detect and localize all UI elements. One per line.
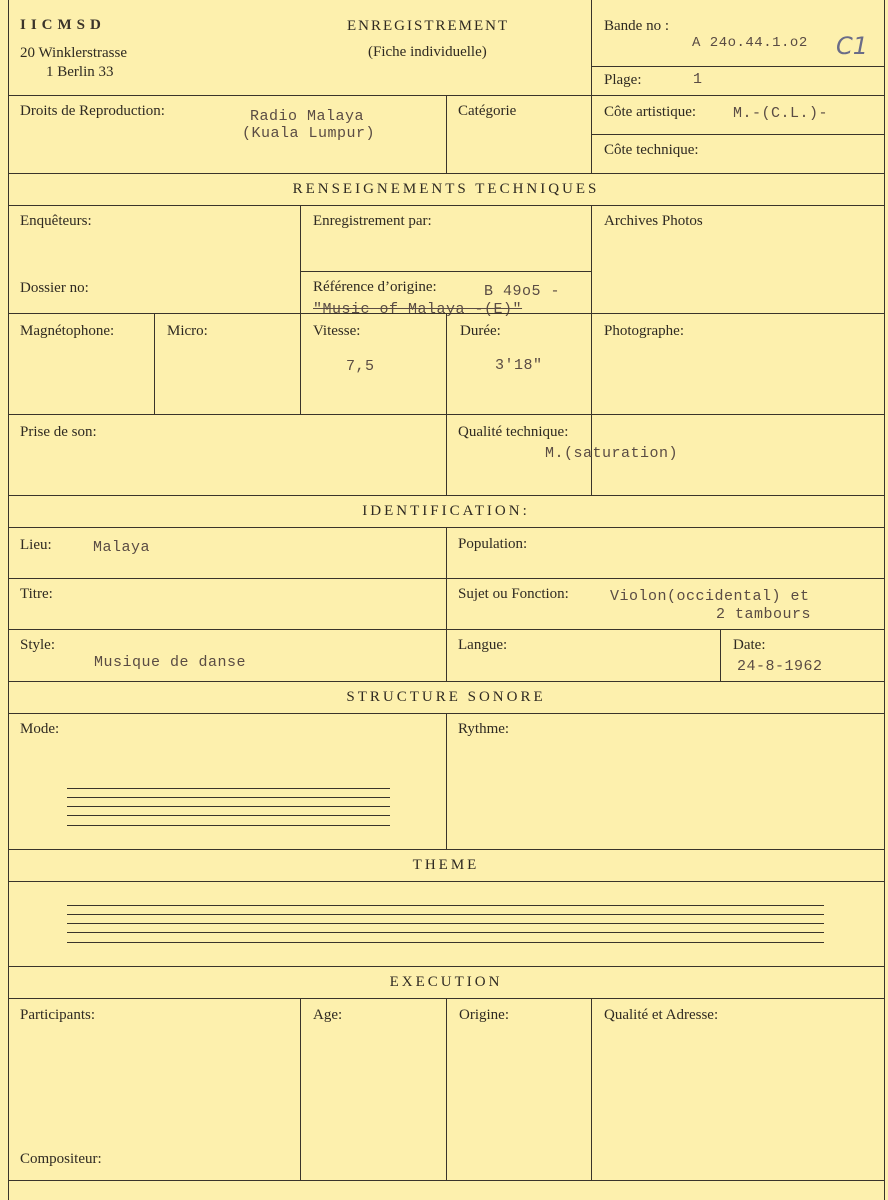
- sujet-value-line2: 2 tambours: [716, 606, 812, 623]
- section-title-structure: STRUCTURE SONORE: [346, 689, 546, 705]
- theme-staff-line: [67, 932, 824, 933]
- card-bottom-rule: [8, 1180, 884, 1181]
- micro-divider: [154, 313, 155, 415]
- origine-divider: [446, 998, 447, 1180]
- border-left: [8, 0, 9, 1200]
- section-title-execution: EXECUTION: [389, 974, 503, 990]
- prise-de-son-label: Prise de son:: [20, 424, 97, 440]
- dossier-label: Dossier no:: [20, 280, 89, 296]
- reference-top-rule: [300, 271, 591, 272]
- reference-value-line2: "Music of Malaya -(E)": [313, 301, 523, 318]
- cote-artistique-value: M.-(C.L.)-: [733, 105, 829, 122]
- theme-title-rule: [8, 881, 884, 882]
- rythme-label: Rythme:: [458, 721, 510, 737]
- date-value: 24-8-1962: [737, 658, 823, 675]
- address-line1: 20 Winklerstrasse: [20, 45, 128, 61]
- sujet-label: Sujet ou Fonction:: [458, 586, 569, 602]
- participants-label: Participants:: [20, 1007, 95, 1023]
- date-divider: [720, 629, 721, 681]
- age-label: Age:: [313, 1007, 343, 1023]
- lieu-value: Malaya: [93, 539, 151, 556]
- border-right: [884, 0, 885, 1200]
- mode-staff-line: [67, 825, 390, 826]
- duree-value: 3'18": [495, 357, 543, 374]
- sujet-value-line1: Violon(occidental) et: [610, 588, 810, 605]
- langue-label: Langue:: [458, 637, 508, 653]
- qualite-divider: [591, 998, 592, 1180]
- theme-staff-line: [67, 914, 824, 915]
- theme-staff-line: [67, 942, 824, 943]
- mode-staff-line: [67, 806, 390, 807]
- qualite-technique-label: Qualité technique:: [458, 424, 569, 440]
- theme-staff-line: [67, 905, 824, 906]
- titre-label: Titre:: [20, 586, 53, 602]
- qualite-technique-value: M.(saturation): [545, 445, 679, 462]
- mode-staff-line: [67, 815, 390, 816]
- style-top-rule: [8, 629, 884, 630]
- bande-handwritten: C1: [836, 32, 869, 60]
- style-label: Style:: [20, 637, 56, 653]
- address-line2: 1 Berlin 33: [46, 64, 114, 80]
- categorie-divider: [446, 95, 447, 173]
- reference-value: B 49o5 -: [484, 283, 561, 300]
- section-title-identification: IDENTIFICATION:: [362, 503, 530, 519]
- rights-bottom-rule: [8, 173, 884, 174]
- duree-label: Durée:: [460, 323, 501, 339]
- bande-label: Bande no :: [604, 18, 669, 34]
- vitesse-value: 7,5: [346, 358, 375, 375]
- reference-label: Référence d’origine:: [313, 279, 437, 295]
- theme-bottom-rule: [8, 966, 884, 967]
- photographe-label: Photographe:: [604, 323, 684, 339]
- form-subtitle: (Fiche individuelle): [368, 44, 487, 60]
- plage-label: Plage:: [604, 72, 642, 88]
- droits-value-line1: Radio Malaya: [250, 108, 365, 125]
- cote-rule: [591, 134, 884, 135]
- population-label: Population:: [458, 536, 528, 552]
- enqueteurs-label: Enquêteurs:: [20, 213, 92, 229]
- age-divider: [300, 998, 301, 1180]
- prise-top-rule: [8, 414, 884, 415]
- theme-staff-line: [67, 923, 824, 924]
- structure-bottom-rule: [8, 849, 884, 850]
- compositeur-label: Compositeur:: [20, 1151, 102, 1167]
- archives-photos-label: Archives Photos: [604, 213, 703, 229]
- droits-value-line2: (Kuala Lumpur): [242, 125, 376, 142]
- technical-bottom-rule: [8, 495, 884, 496]
- technical-title-rule: [8, 205, 884, 206]
- enregistrement-par-label: Enregistrement par:: [313, 213, 432, 229]
- enreg-divider-left: [300, 205, 301, 415]
- droits-label: Droits de Reproduction:: [20, 103, 165, 119]
- duree-divider: [446, 313, 447, 495]
- structure-divider: [446, 713, 447, 849]
- vitesse-label: Vitesse:: [313, 323, 361, 339]
- style-value: Musique de danse: [94, 654, 247, 671]
- plage-value: 1: [693, 71, 703, 88]
- header-divider: [591, 0, 592, 173]
- mode-staff-line: [67, 788, 390, 789]
- date-label: Date:: [733, 637, 766, 653]
- identification-bottom-rule: [8, 681, 884, 682]
- cote-artistique-label: Côte artistique:: [604, 104, 697, 120]
- magnetophone-label: Magnétophone:: [20, 323, 115, 339]
- categorie-label: Catégorie: [458, 103, 517, 119]
- micro-label: Micro:: [167, 323, 208, 339]
- plage-rule: [591, 66, 884, 67]
- section-title-technical: RENSEIGNEMENTS TECHNIQUES: [292, 181, 600, 197]
- mode-label: Mode:: [20, 721, 60, 737]
- lieu-label: Lieu:: [20, 537, 52, 553]
- org-logo: IICMSD: [20, 17, 106, 33]
- bande-value: A 24o.44.1.o2: [692, 35, 808, 51]
- identification-divider: [446, 527, 447, 681]
- mode-staff-line: [67, 797, 390, 798]
- form-title: ENREGISTREMENT: [347, 18, 510, 34]
- section-title-theme: THEME: [412, 857, 480, 873]
- cote-technique-label: Côte technique:: [604, 142, 699, 158]
- qualite-adresse-label: Qualité et Adresse:: [604, 1007, 719, 1023]
- titre-top-rule: [8, 578, 884, 579]
- origine-label: Origine:: [459, 1007, 509, 1023]
